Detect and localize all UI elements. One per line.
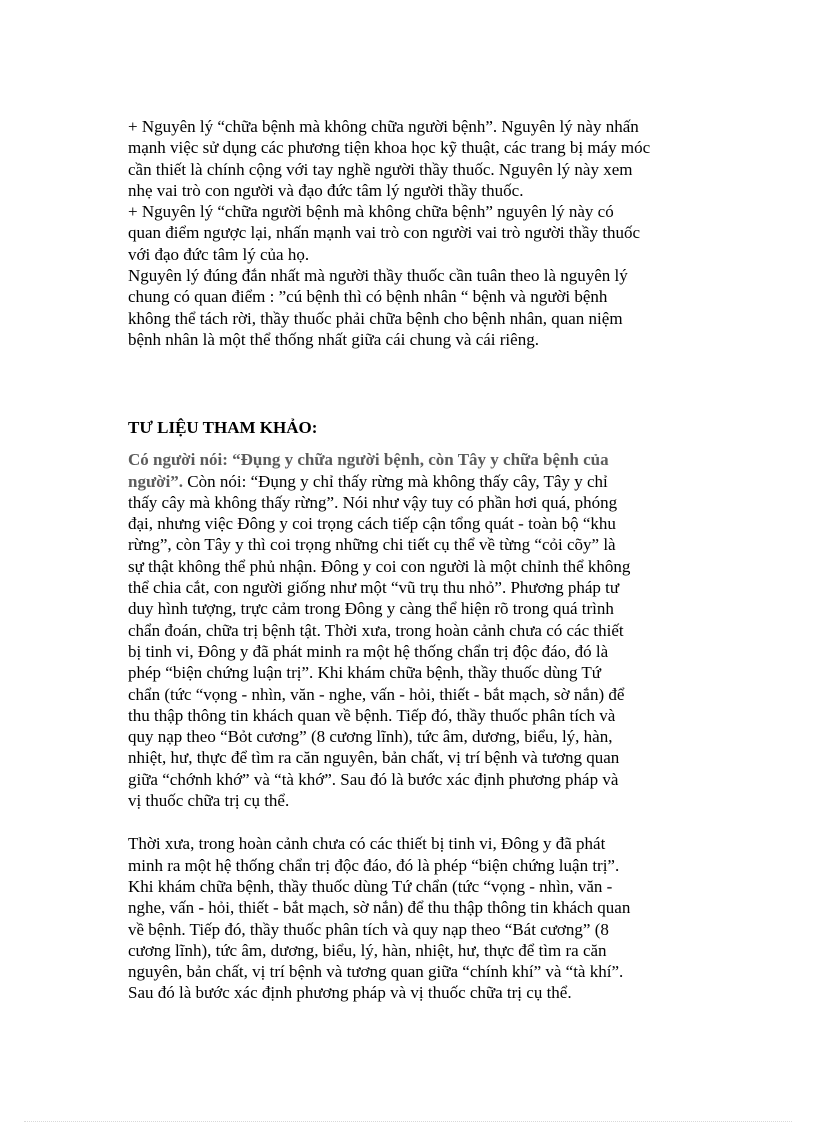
text-line: bệnh nhân là một thể thống nhất giữa cái chung và cái riêng. xyxy=(128,329,539,349)
text-line: phép “biện chứng luận trị”. Khi khám chữa bệnh, thầy thuốc dùng Tứ xyxy=(128,663,601,683)
spacer xyxy=(128,350,708,395)
text-line: vị thuốc chữa trị cụ thể. xyxy=(128,791,290,811)
diagnosis-paragraph xyxy=(128,833,708,1003)
text-line: Khi khám chữa bệnh, thầy thuốc dùng Tứ chẩn (tức “vọng - nhìn, văn - xyxy=(128,876,613,896)
text-line: về bệnh. Tiếp đó, thầy thuốc phân tích và quy nạp theo “Bát cương” (8 xyxy=(128,919,609,939)
lead-quote-end: người”. xyxy=(128,471,184,491)
text-line: + Nguyên lý “chữa người bệnh mà không chữa bệnh” nguyên lý này có xyxy=(128,202,614,222)
text-line: quy nạp theo “Bỏt cương” (8 cương lĩnh), tức âm, dương, biểu, lý, hàn, xyxy=(128,727,613,747)
text-line: nghe, vấn - hỏi, thiết - bắt mạch, sờ nắn) để thu thập thông tin khách quan xyxy=(128,898,631,918)
text-line: cương lĩnh), tức âm, dương, biểu, lý, hàn, nhiệt, hư, thực để tìm ra căn xyxy=(128,940,607,960)
text-line: rừng”, còn Tây y thì coi trọng những chi tiết cụ thể về từng “cỏi cõy” là xyxy=(128,535,616,555)
text-line: đại, nhưng việc Đông y coi trọng cách tiếp cận tổng quát - toàn bộ “khu xyxy=(128,514,616,534)
text-line: chẩn đoán, chữa trị bệnh tật. Thời xưa, trong hoàn cảnh chưa có các thiết xyxy=(128,620,624,640)
text-line: giữa “chớnh khớ” và “tà khớ”. Sau đó là bước xác định phương pháp và xyxy=(128,769,619,789)
document-page xyxy=(128,116,708,1004)
principles-paragraph xyxy=(128,116,708,350)
text-line: chung có quan điểm : ”cú bệnh thì có bệnh nhân “ bệnh và người bệnh xyxy=(128,287,608,307)
text-line: chẩn (tức “vọng - nhìn, văn - nghe, vấn - hỏi, thiết - bắt mạch, sờ nắn) để xyxy=(128,684,625,704)
text-line: cần thiết là chính cộng với tay nghề người thầy thuốc. Nguyên lý này xem xyxy=(128,159,633,179)
text-line: mạnh việc sử dụng các phương tiện khoa học kỹ thuật, các trang bị máy móc xyxy=(128,138,651,158)
text-line: thấy cây mà không thấy rừng”. Nói như vậy tuy có phần hơi quá, phóng xyxy=(128,492,618,512)
text-line: sự thật không thể phủ nhận. Đông y coi con người là một chỉnh thể không xyxy=(128,556,631,576)
page-bottom-border xyxy=(24,1121,792,1122)
text-line: nguyên, bản chất, vị trí bệnh và tương quan giữa “chính khí” và “tà khí”. xyxy=(128,962,624,982)
spacer xyxy=(128,395,708,417)
text-line: + Nguyên lý “chữa bệnh mà không chữa người bệnh”. Nguyên lý này nhấn xyxy=(128,117,639,136)
text-line: thu thập thông tin khách quan về bệnh. Tiếp đó, thầy thuốc phân tích và xyxy=(128,705,616,725)
text-line: Nguyên lý đúng đắn nhất mà người thầy thuốc cần tuân theo là nguyên lý xyxy=(128,266,628,286)
text-line: bị tinh vi, Đông y đã phát minh ra một hệ thống chẩn trị độc đáo, đó là xyxy=(128,641,609,661)
spacer xyxy=(128,811,708,833)
section-heading: TƯ LIỆU THAM KHẢO: xyxy=(128,418,318,438)
text-line xyxy=(128,471,708,492)
text-line: Sau đó là bước xác định phương pháp và vị thuốc chữa trị cụ thể. xyxy=(128,983,572,1003)
reference-paragraph xyxy=(128,449,708,811)
text-line: minh ra một hệ thống chẩn trị độc đáo, đó là phép “biện chứng luận trị”. xyxy=(128,855,620,875)
text-line: duy hình tượng, trực cảm trong Đông y càng thể hiện rõ trong quá trình xyxy=(128,599,614,619)
text-line: thể chia cắt, con người giống như một “vũ trụ thu nhỏ”. Phương pháp tư xyxy=(128,578,620,598)
text-line: không thể tách rời, thầy thuốc phải chữa bệnh cho bệnh nhân, quan niệm xyxy=(128,308,623,328)
text-line-rest: Còn nói: “Đụng y chỉ thấy rừng mà không thấy cây, Tây y chỉ xyxy=(183,471,608,491)
text-line: với đạo đức tâm lý của họ. xyxy=(128,244,310,264)
text-line: Thời xưa, trong hoàn cảnh chưa có các thiết bị tinh vi, Đông y đã phát xyxy=(128,834,606,854)
text-line: quan điểm ngược lại, nhấn mạnh vai trò con người vai trò người thầy thuốc xyxy=(128,223,641,243)
lead-quote: Có người nói: “Đụng y chữa người bệnh, còn Tây y chữa bệnh của xyxy=(128,450,609,470)
text-line: nhiệt, hư, thực để tìm ra căn nguyên, bản chất, vị trí bệnh và tương quan xyxy=(128,748,620,768)
text-line: nhẹ vai trò con người và đạo đức tâm lý người thầy thuốc. xyxy=(128,180,524,200)
